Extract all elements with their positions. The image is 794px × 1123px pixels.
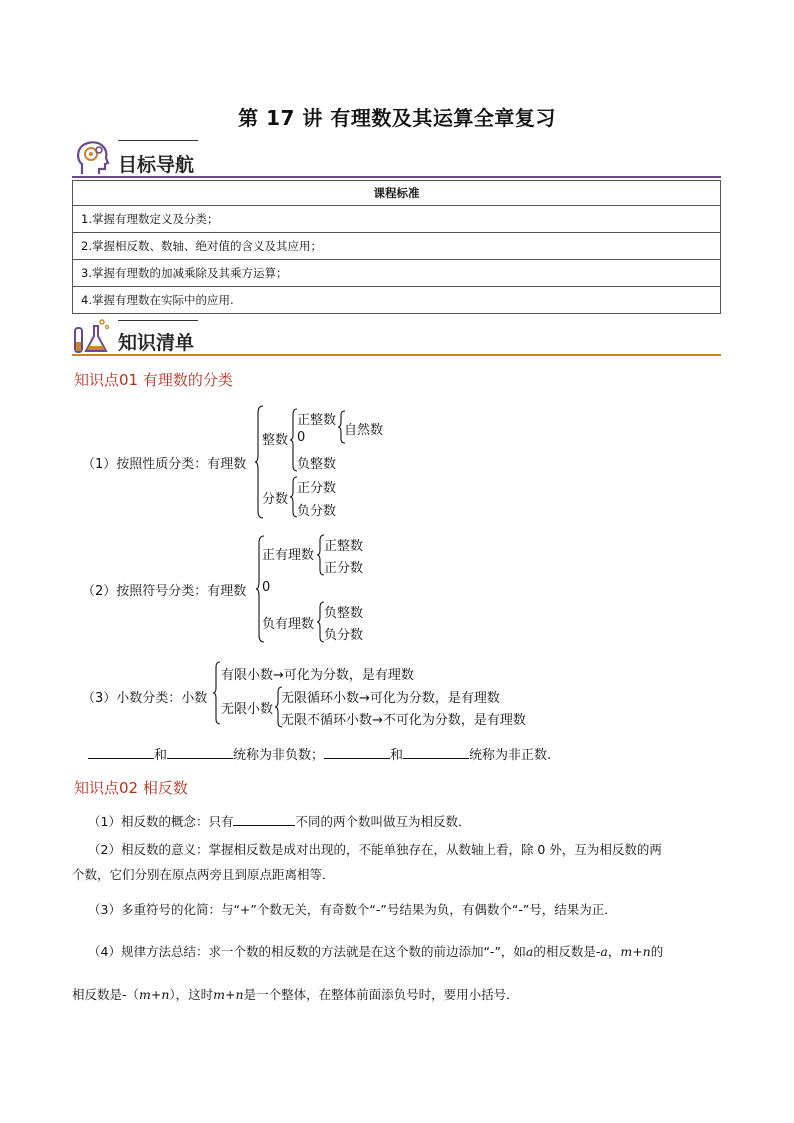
page-title: 第 17 讲 有理数及其运算全章复习 <box>238 106 556 130</box>
kp02-p4b: 相反数是-（m+n），这时m+n是一个整体，在整体前面添负号时，要用小括号． <box>72 987 519 1002</box>
c1-pos-int: 正整数 <box>297 413 337 428</box>
c1-label: （1）按照性质分类：有理数 <box>82 457 247 472</box>
c1-natural: 自然数 <box>344 423 384 438</box>
c1-fraction: 分数 <box>262 492 289 507</box>
c1-pos-frac: 正分数 <box>297 481 337 496</box>
lab-flask-icon <box>72 316 112 356</box>
standards-item: 1.掌握有理数定义及分类； <box>73 206 721 233</box>
c2-pos-int: 正整数 <box>324 539 364 554</box>
answer-blank[interactable] <box>324 745 390 759</box>
standards-item: 4.掌握有理数在实际中的应用. <box>73 287 721 314</box>
answer-blank[interactable] <box>233 812 295 826</box>
fill-in-sentence: 和 统称为非负数； 和 统称为非正数. <box>88 744 551 763</box>
kp02-p4a: （4）规律方法总结：求一个数的相反数的方法就是在这个数的前边添加“-”，如a的相反数是-a，m+n的 <box>88 944 664 959</box>
kp02-p3: （3）多重符号的化简：与“+”个数无关，有奇数个“-”号结果为负，有偶数个“-”号，结果为正． <box>88 902 617 917</box>
standards-table <box>72 180 721 314</box>
c3-infinite: 无限小数 <box>221 702 274 717</box>
c2-pos-rat: 正有理数 <box>262 548 315 563</box>
c2-neg-int: 负整数 <box>324 606 364 621</box>
c2-neg-frac: 负分数 <box>324 628 364 643</box>
kp01-heading: 知识点01 有理数的分类 <box>74 371 233 389</box>
c3-finite: 有限小数→可化为分数，是有理数 <box>221 668 414 683</box>
kp02-p1: （1）相反数的概念：只有 不同的两个数叫做互为相反数． <box>88 814 471 829</box>
answer-blank[interactable] <box>403 745 469 759</box>
section-top-rule <box>118 320 198 321</box>
c2-zero: 0 <box>262 580 271 595</box>
kp02-p2a: （2）相反数的意义：掌握相反数是成对出现的，不能单独存在，从数轴上看，除 0 外，互为相反数的两 <box>88 842 662 857</box>
c3-repeating: 无限循环小数→可化为分数，是有理数 <box>281 691 500 706</box>
c2-neg-rat: 负有理数 <box>262 617 315 632</box>
c1-neg-frac: 负分数 <box>297 504 337 519</box>
c1-integer: 整数 <box>262 433 289 448</box>
answer-blank[interactable] <box>167 745 233 759</box>
answer-blank[interactable] <box>88 745 154 759</box>
standards-header: 课程标准 <box>73 181 721 206</box>
section-heading-knowledge: 知识清单 <box>118 332 195 354</box>
head-gears-icon <box>72 138 112 178</box>
c3-brace-main <box>213 661 221 725</box>
kp02-heading: 知识点02 相反数 <box>74 779 188 797</box>
c1-zero: 0 <box>297 430 306 445</box>
c2-label: （2）按照符号分类：有理数 <box>82 584 247 599</box>
c3-label: （3）小数分类：小数 <box>82 691 208 706</box>
standards-item: 2.掌握相反数、数轴、绝对值的含义及其应用； <box>73 233 721 260</box>
c3-nonrepeating: 无限不循环小数→不可化为分数，是有理数 <box>281 713 526 728</box>
c1-neg-int: 负整数 <box>297 457 337 472</box>
section-heading-goals: 目标导航 <box>118 154 195 176</box>
section-top-rule <box>118 140 198 141</box>
c2-pos-frac: 正分数 <box>324 561 364 576</box>
kp02-p2b: 个数，它们分别在原点两旁且到原点距离相等． <box>72 867 335 882</box>
section-rule-goals <box>72 176 721 178</box>
section-rule-knowledge <box>72 354 721 356</box>
standards-item: 3.掌握有理数的加减乘除及其乘方运算； <box>73 260 721 287</box>
